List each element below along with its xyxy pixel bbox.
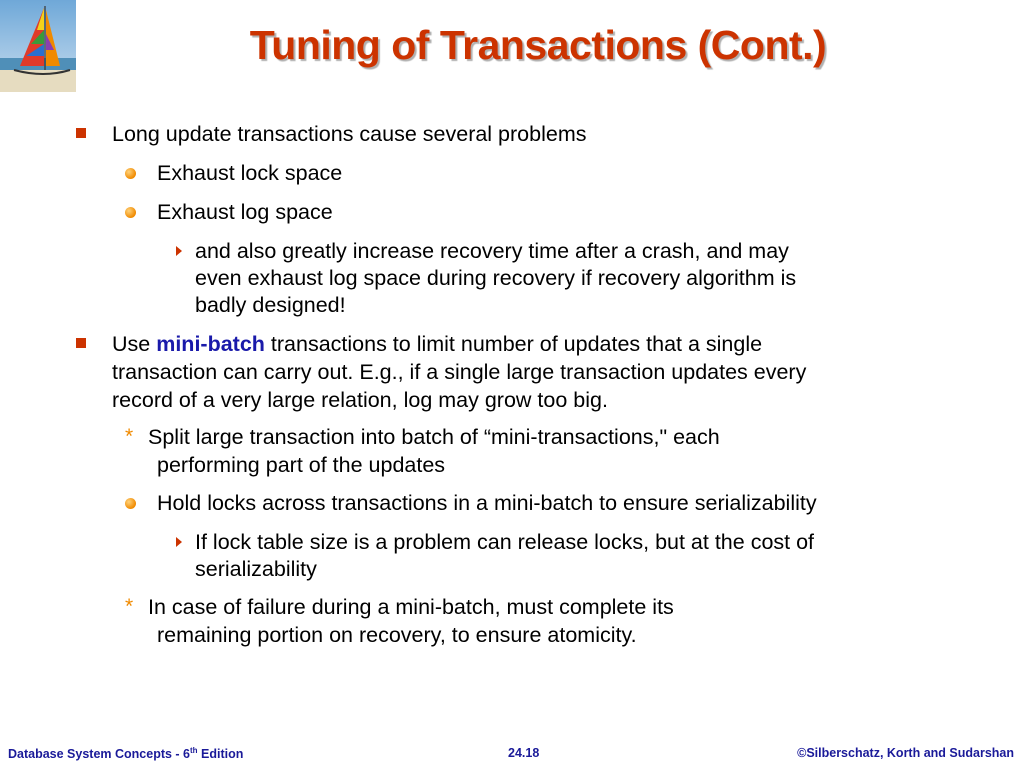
bullet-text: record of a very large relation, log may grow too big.	[112, 388, 608, 412]
sub-bullet-text: remaining portion on recovery, to ensure atomicity.	[157, 623, 637, 647]
footer-copyright: ©Silberschatz, Korth and Sudarshan	[797, 746, 1014, 760]
circle-bullet-icon	[125, 498, 136, 509]
footer-page-number: 24.18	[508, 746, 540, 760]
sub-sub-bullet-text: If lock table size is a problem can release locks, but at the cost of	[195, 530, 815, 554]
sub-bullet-text: Exhaust log space	[157, 200, 333, 224]
circle-bullet-icon	[125, 207, 136, 218]
arrow-bullet-icon	[176, 537, 182, 547]
bullet-text	[112, 330, 762, 358]
slide-title: Tuning of Transactions (Cont.)	[249, 22, 827, 68]
sub-bullet-text: Exhaust lock space	[157, 161, 343, 185]
sub-bullet-text: Hold locks across transactions in a mini-batch to ensure serializability	[157, 491, 817, 515]
arrow-bullet-icon	[176, 246, 182, 256]
sub-sub-bullet-text: badly designed!	[195, 293, 346, 317]
bullet-text-suffix: transactions to limit number of updates that a single	[264, 332, 763, 356]
bullet-text: Long update transactions cause several problems	[112, 122, 587, 146]
bullet-text-prefix: Use	[112, 332, 157, 356]
sub-sub-bullet-text: and also greatly increase recovery time after a crash, and may	[195, 239, 789, 263]
square-bullet-icon	[76, 128, 86, 138]
sub-bullet-text: In case of failure during a mini-batch, must complete its	[148, 595, 674, 619]
circle-bullet-icon	[125, 168, 136, 179]
square-bullet-icon	[76, 338, 86, 348]
bullet-text: transaction can carry out. E.g., if a single large transaction updates every	[112, 360, 807, 384]
footer-edition-suffix: th	[190, 746, 198, 755]
asterisk-bullet-icon: *	[125, 425, 134, 448]
sub-bullet-text: Split large transaction into batch of “mini-transactions," each	[148, 425, 720, 449]
footer-book-title-prefix: Database System Concepts - 6	[8, 747, 191, 762]
keyword-mini-batch: mini-batch	[156, 332, 265, 356]
sub-sub-bullet-text: even exhaust log space during recovery if recovery algorithm is	[195, 266, 797, 290]
sub-bullet-text: performing part of the updates	[157, 453, 446, 477]
footer-book-title-suffix: Edition	[197, 747, 244, 762]
asterisk-bullet-icon: *	[125, 595, 134, 618]
footer-book-title	[8, 746, 243, 761]
sub-sub-bullet-text: serializability	[195, 557, 317, 581]
